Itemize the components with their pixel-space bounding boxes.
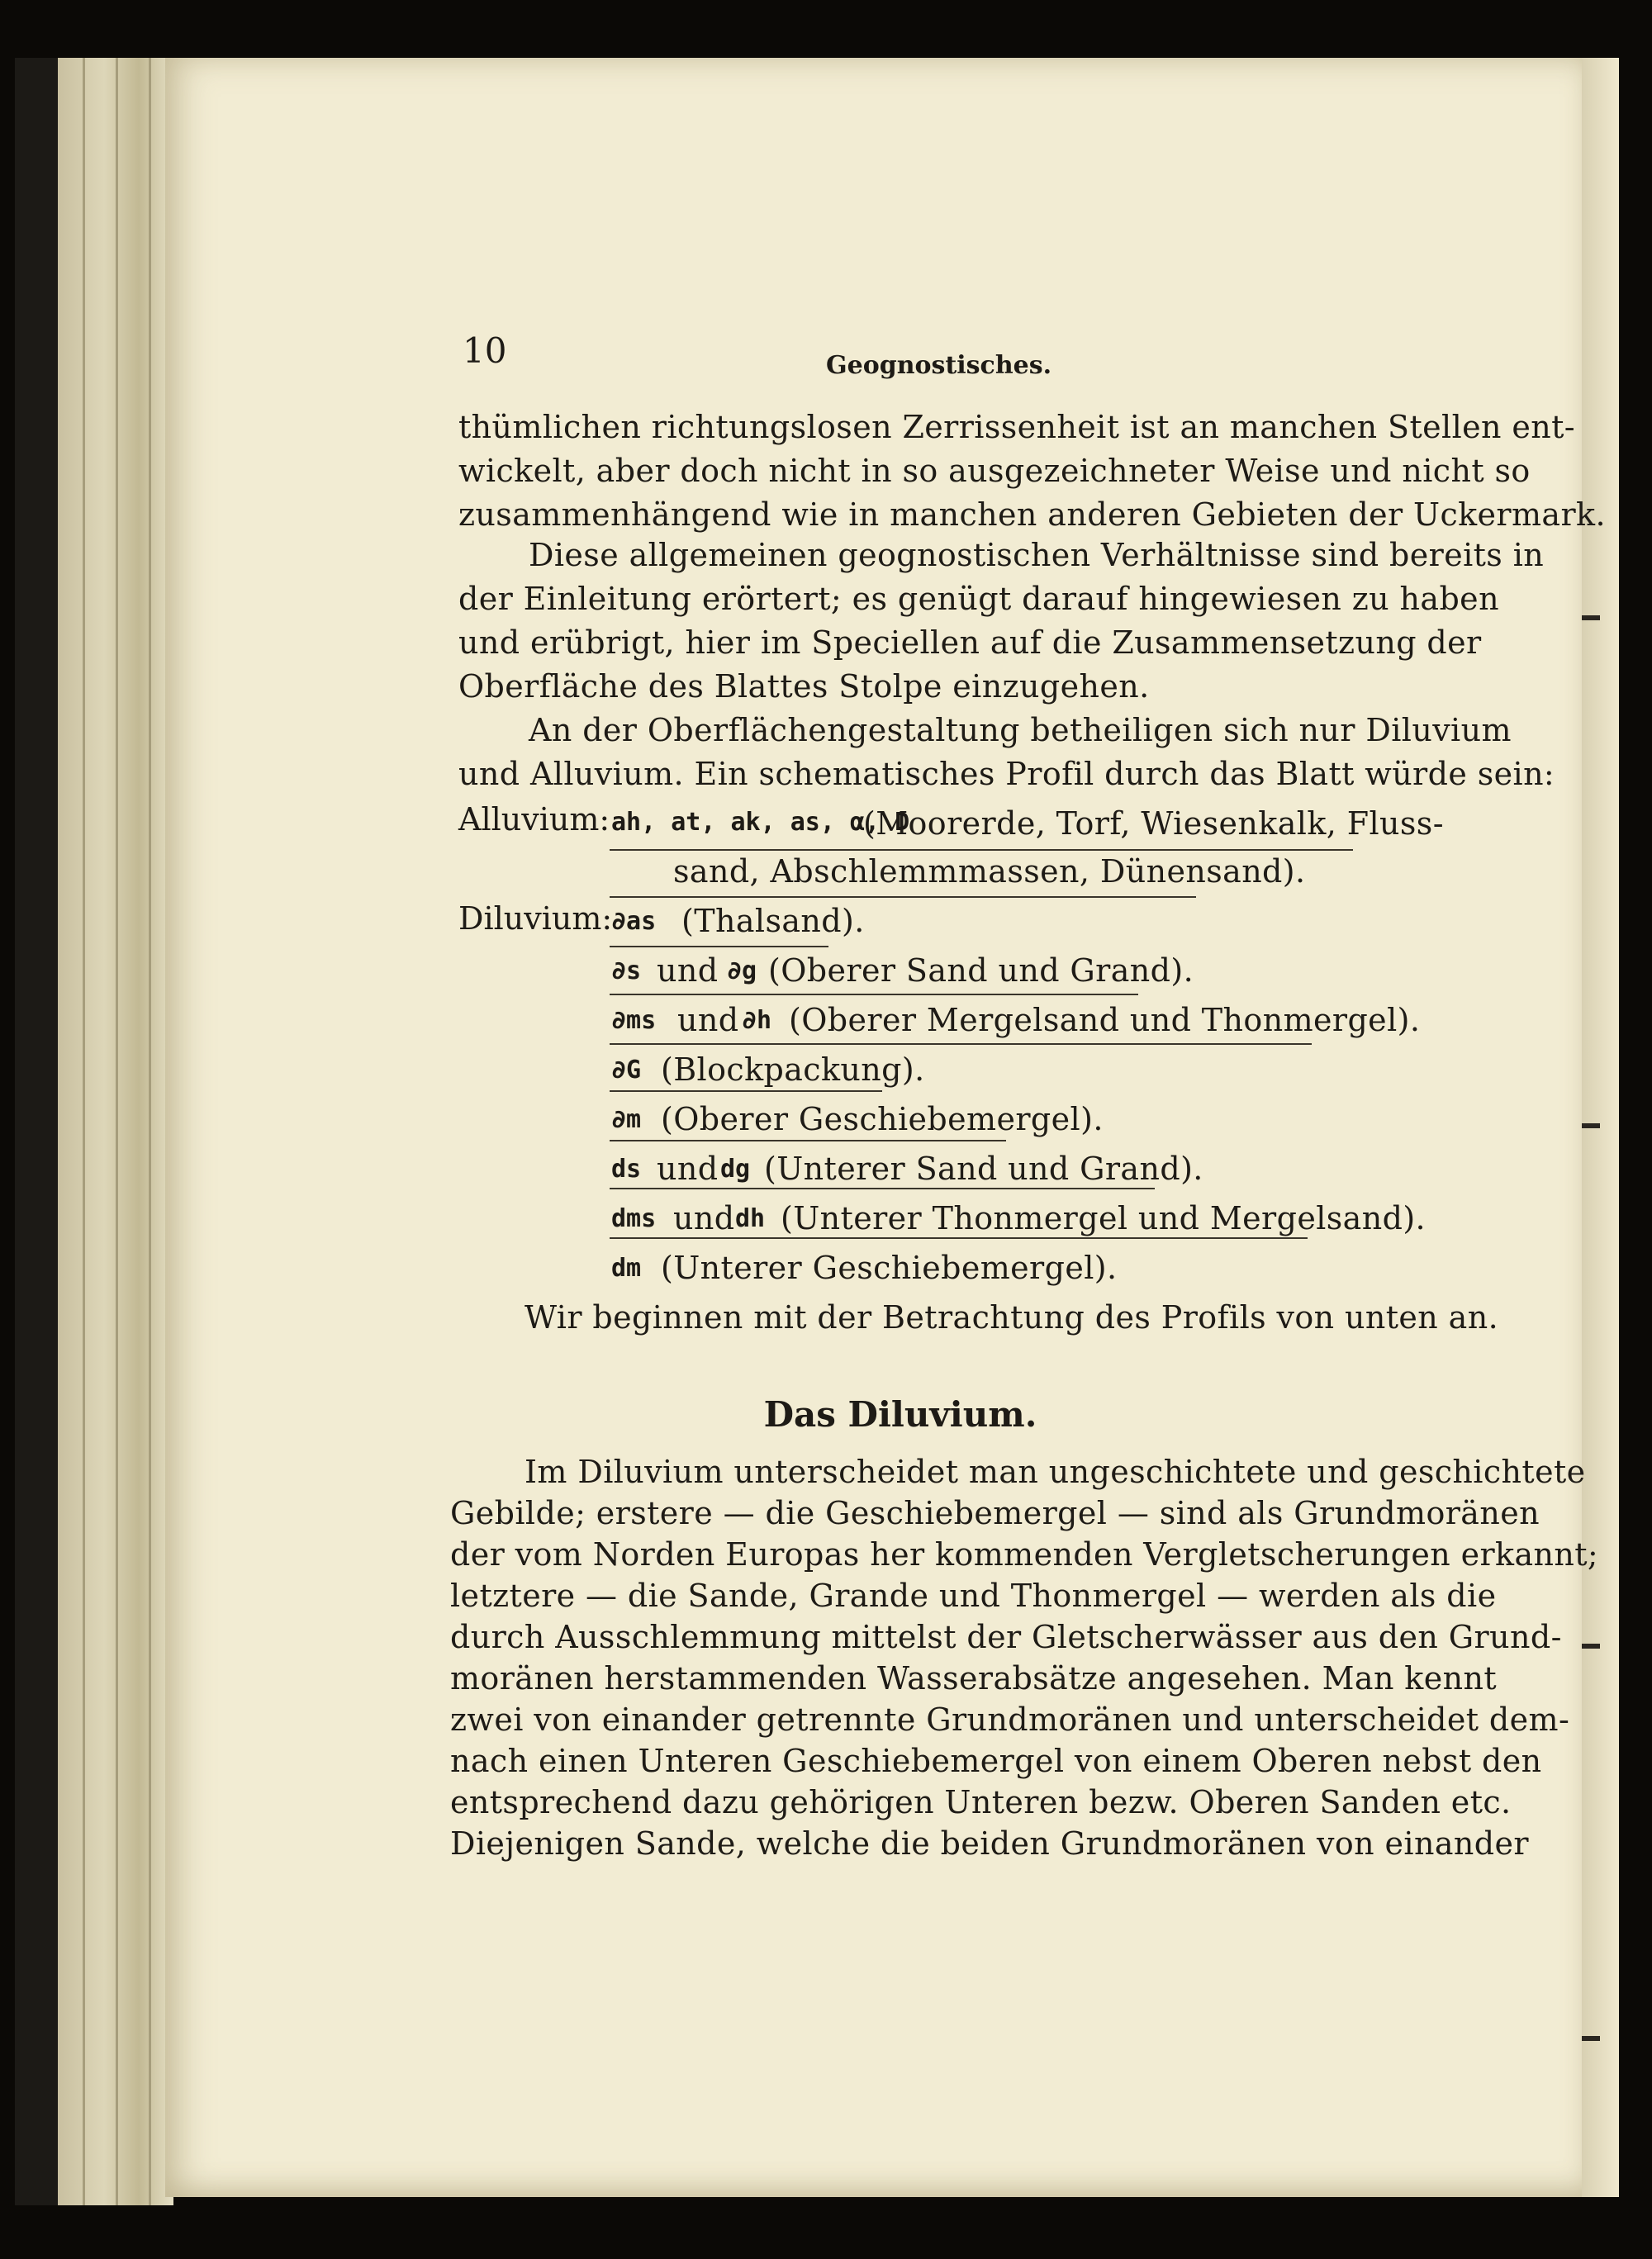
profile-symbol: ∂as [611, 907, 657, 936]
profile-connector: und [657, 952, 719, 989]
section-heading-wrap [454, 1394, 1346, 1444]
text-line: Gebilde; erstere — die Geschiebemergel — sind als Grundmoränen [450, 1495, 1540, 1531]
alluvium-description-cont: sand, Abschlemmmassen, Dünensand). [673, 853, 1306, 890]
page-tab-marker [1582, 2036, 1600, 2041]
profile-description: (Oberer Sand und Grand). [768, 952, 1194, 989]
text-line: der vom Norden Europas her kommenden Vergletscherungen erkannt; [450, 1536, 1599, 1573]
text-line: letztere — die Sande, Grande und Thonmergel — werden als die [450, 1578, 1497, 1614]
underline [610, 1237, 1308, 1239]
profile-symbol: ∂m [611, 1105, 642, 1134]
text-line: Im Diluvium unterscheidet man ungeschichtete und geschichtete [525, 1454, 1586, 1490]
text-line: und erübrigt, hier im Speciellen auf die Zusammensetzung der [458, 624, 1482, 661]
profile-symbol: ∂s [611, 956, 642, 985]
underline [610, 1140, 1006, 1141]
text-line: Diejenigen Sande, welche die beiden Grundmoränen von einander [450, 1825, 1529, 1862]
profile-symbol: ∂ms [611, 1006, 657, 1035]
text-line: entsprechend dazu gehörigen Unteren bezw. Oberen Sanden etc. [450, 1784, 1512, 1820]
underline [610, 946, 828, 947]
underline [610, 896, 1196, 898]
alluvium-label: Alluvium: [458, 801, 610, 838]
profile-description: (Unterer Thonmergel und Mergelsand). [781, 1200, 1427, 1236]
profile-description: (Thalsand). [681, 903, 865, 939]
profile-description: (Oberer Geschiebemergel). [661, 1101, 1104, 1137]
text-line: zwei von einander getrennte Grundmoränen und unterscheidet dem- [450, 1701, 1570, 1738]
text-line: zusammenhängend wie in manchen anderen Gebieten der Uckermark. [458, 496, 1606, 533]
text-line: und Alluvium. Ein schematisches Profil durch das Blatt würde sein: [458, 756, 1555, 792]
text-line: der Einleitung erörtert; es genügt darauf hingewiesen zu haben [458, 581, 1499, 617]
underline [610, 1188, 1155, 1189]
alluvium-description: (Moorerde, Torf, Wiesenkalk, Fluss- [863, 805, 1444, 842]
profile-symbol: dms [611, 1204, 657, 1233]
text-line: Wir beginnen mit der Betrachtung des Profils von unten an. [525, 1299, 1499, 1336]
underline [610, 1090, 882, 1092]
profile-description: (Unterer Geschiebemergel). [661, 1250, 1118, 1286]
underline [610, 1043, 1312, 1045]
section-heading: Das Diluvium. [763, 1394, 1037, 1435]
profile-symbol: dm [611, 1254, 642, 1283]
profile-connector: und [677, 1002, 739, 1038]
alluvium-symbols: ah, at, ak, as, α, D [611, 808, 910, 837]
profile-description: (Oberer Mergelsand und Thonmergel). [789, 1002, 1421, 1038]
profile-symbol: dg [720, 1155, 751, 1184]
profile-description: (Blockpackung). [661, 1051, 925, 1088]
profile-description: (Unterer Sand und Grand). [764, 1151, 1203, 1187]
page-tab-marker [1582, 1123, 1600, 1128]
text-line: moränen herstammenden Wasserabsätze angesehen. Man kennt [450, 1660, 1498, 1697]
profile-symbol: dh [735, 1204, 766, 1233]
page-tab-marker [1582, 1644, 1600, 1649]
profile-symbol: ds [611, 1155, 642, 1184]
page-stack-edges [58, 58, 173, 2205]
text-line: wickelt, aber doch nicht in so ausgezeichneter Weise und nicht so [458, 453, 1531, 489]
underline [610, 849, 1353, 851]
text-line: Diese allgemeinen geognostischen Verhältnisse sind bereits in [529, 537, 1545, 573]
underline [610, 994, 1138, 995]
text-line: Oberfläche des Blattes Stolpe einzugehen. [458, 668, 1150, 705]
profile-connector: und [673, 1200, 735, 1236]
page-tab-marker [1582, 615, 1600, 620]
running-head: Geognostisches. [826, 351, 1052, 380]
diluvium-label: Diluvium: [458, 900, 613, 937]
profile-connector: und [657, 1151, 719, 1187]
text-line: nach einen Unteren Geschiebemergel von einem Oberen nebst den [450, 1743, 1542, 1779]
page-number: 10 [463, 330, 507, 371]
text-line: An der Oberflächengestaltung betheiligen sich nur Diluvium [529, 712, 1512, 748]
profile-symbol: ∂g [727, 956, 757, 985]
profile-symbol: ∂G [611, 1056, 642, 1084]
text-line: thümlichen richtungslosen Zerrissenheit ist an manchen Stellen ent- [458, 409, 1576, 445]
profile-symbol: ∂h [742, 1006, 772, 1035]
text-line: durch Ausschlemmung mittelst der Gletscherwässer aus den Grund- [450, 1619, 1562, 1655]
